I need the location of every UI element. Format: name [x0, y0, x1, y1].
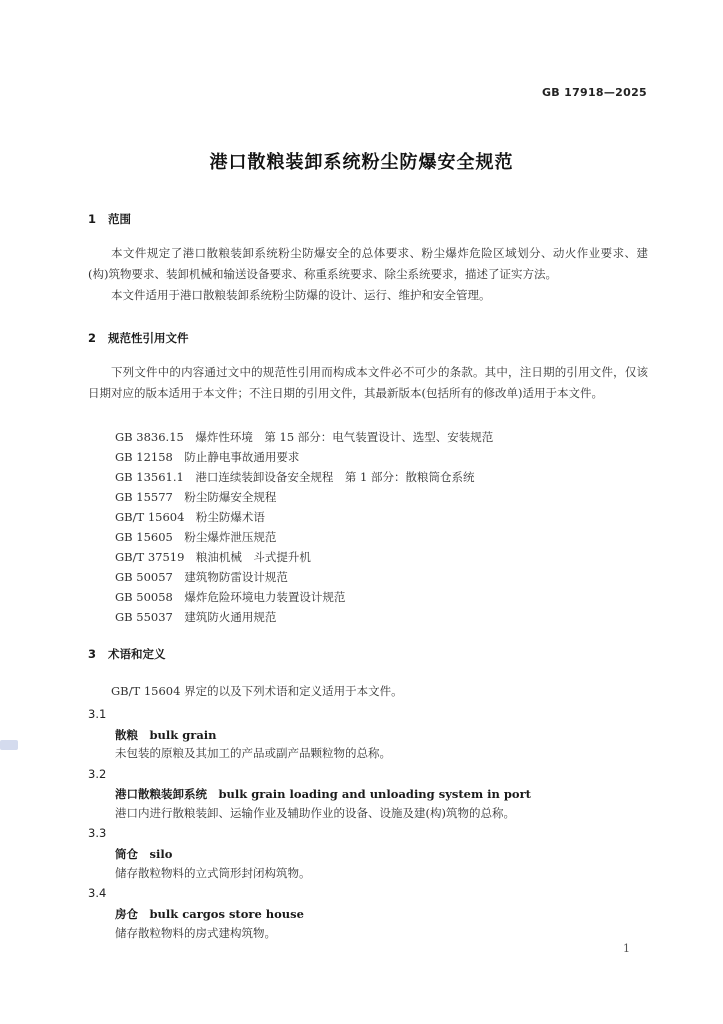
- section-title: 范围: [108, 212, 131, 226]
- standard-number: GB 17918—2025: [541, 86, 647, 99]
- margin-watermark-mark: [0, 740, 18, 750]
- term-definition: 储存散粒物料的房式建构筑物。: [115, 926, 276, 940]
- section-1-heading: [88, 211, 131, 227]
- term-number: 3.4: [88, 886, 107, 900]
- term-number: 3.3: [88, 826, 107, 840]
- document-title: 港口散粮装卸系统粉尘防爆安全规范: [209, 152, 514, 173]
- term-definition: 未包装的原粮及其加工的产品或副产品颗粒物的总称。: [115, 746, 391, 760]
- reference-item: GB 50057 建筑物防雷设计规范: [115, 570, 288, 584]
- scope-paragraph-2: 本文件适用于港口散粮装卸系统粉尘防爆的设计、运行、维护和安全管理。: [111, 288, 491, 302]
- term-name: 散粮 bulk grain: [115, 728, 217, 742]
- reference-item: GB/T 15604 粉尘防爆术语: [115, 510, 265, 524]
- reference-item: GB 55037 建筑防火通用规范: [115, 610, 277, 624]
- section-title: 术语和定义: [108, 647, 166, 661]
- reference-item: GB 15577 粉尘防爆安全规程: [115, 490, 277, 504]
- scope-paragraph-1: 本文件规定了港口散粮装卸系统粉尘防爆安全的总体要求、粉尘爆炸危险区域划分、动火作业要求、建(构)筑物要求、装卸机械和输送设备要求、称重系统要求、除尘系统要求，描述了证实方法。: [88, 246, 648, 281]
- section-number: 3: [88, 647, 97, 661]
- reference-item: GB/T 37519 粮油机械 斗式提升机: [115, 550, 311, 564]
- term-name: 房仓 bulk cargos store house: [115, 907, 304, 921]
- term-name: 港口散粮装卸系统 bulk grain loading and unloading system in port: [115, 787, 531, 801]
- term-definition: 储存散粒物料的立式筒形封闭构筑物。: [115, 866, 311, 880]
- reference-item: GB 50058 爆炸危险环境电力装置设计规范: [115, 590, 346, 604]
- reference-item: GB 15605 粉尘爆炸泄压规范: [115, 530, 277, 544]
- section-title: 规范性引用文件: [108, 331, 189, 345]
- section-number: 1: [88, 212, 97, 226]
- page-number: 1: [623, 942, 630, 955]
- term-name: 筒仓 silo: [115, 847, 173, 861]
- section-3-heading: [88, 646, 166, 662]
- normative-references-intro: 下列文件中的内容通过文中的规范性引用而构成本文件必不可少的条款。其中，注日期的引用文件，仅该日期对应的版本适用于本文件；不注日期的引用文件，其最新版本(包括所有的修改单)适用于本文件。: [88, 365, 648, 400]
- term-number: 3.2: [88, 767, 107, 781]
- section-2-heading: [88, 330, 189, 346]
- terms-intro: GB/T 15604 界定的以及下列术语和定义适用于本文件。: [111, 684, 403, 698]
- term-definition: 港口内进行散粮装卸、运输作业及辅助作业的设备、设施及建(构)筑物的总称。: [115, 806, 515, 820]
- reference-item: GB 3836.15 爆炸性环境 第 15 部分：电气装置设计、选型、安装规范: [115, 430, 494, 444]
- section-number: 2: [88, 331, 97, 345]
- term-number: 3.1: [88, 707, 107, 721]
- reference-item: GB 12158 防止静电事故通用要求: [115, 450, 300, 464]
- reference-item: GB 13561.1 港口连续装卸设备安全规程 第 1 部分：散粮筒仓系统: [115, 470, 475, 484]
